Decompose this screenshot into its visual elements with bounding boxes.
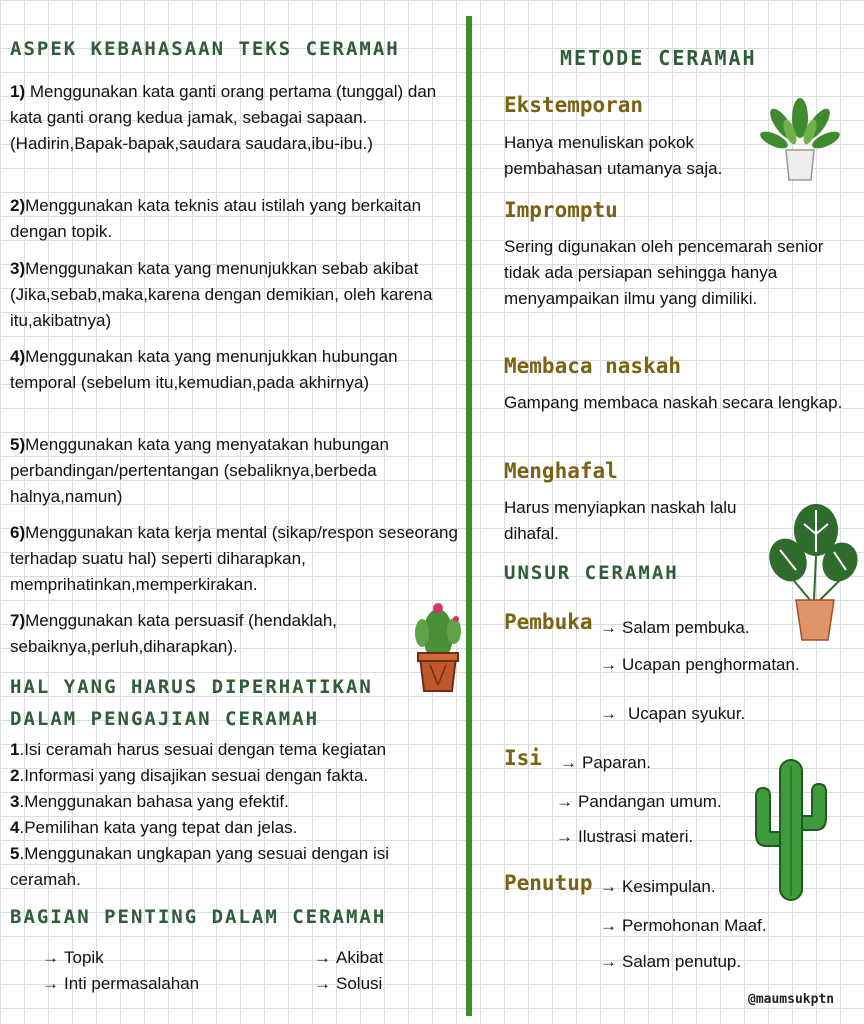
pembuka-item-1: → Salam pembuka.	[600, 618, 750, 637]
method-desc-menghafal: Harus menyiapkan naskah lalu dihafal.	[504, 498, 737, 543]
bagian-title: BAGIAN PENTING DALAM CERAMAH	[10, 906, 387, 928]
potted-plant-icon	[760, 92, 840, 184]
method-desc-membaca-naskah: Gampang membaca naskah secara lengkap.	[504, 393, 843, 412]
method-name-menghafal: Menghafal	[504, 459, 618, 483]
cactus-icon	[750, 756, 834, 904]
aspek-title: ASPEK KEBAHASAAN TEKS CERAMAH	[10, 38, 400, 60]
unsur-label-penutup: Penutup	[504, 871, 593, 895]
bagian-item-solusi: → Solusi	[314, 974, 383, 993]
aspek-item-7: 7)Menggunakan kata persuasif (hendaklah, sebaiknya,perluh,diharapkan).	[10, 611, 338, 656]
aspek-item-5: 5)Menggunakan kata yang menyatakan hubungan perbandingan/pertentangan (sebaliknya,berbeda halnya,namun)	[10, 435, 390, 506]
aspek-item-2: 2)Menggunakan kata teknis atau istilah yang berkaitan dengan topik.	[10, 196, 422, 241]
hal-item-5: 5.Menggunakan ungkapan yang sesuai dengan isi ceramah.	[10, 844, 390, 889]
aspek-item-4: 4)Menggunakan kata yang menunjukkan hubungan temporal (sebelum itu,kemudian,pada akhirnya)	[10, 347, 398, 392]
unsur-title: UNSUR CERAMAH	[504, 562, 679, 584]
aspek-item-3: 3)Menggunakan kata yang menunjukkan sebab akibat (Jika,sebab,maka,karena dengan demikian, oleh karena itu,akibatnya)	[10, 259, 433, 330]
unsur-label-isi: Isi	[504, 746, 542, 770]
method-name-ekstemporan: Ekstemporan	[504, 93, 644, 117]
column-divider	[466, 16, 472, 1016]
barrel-cactus-icon	[410, 595, 466, 695]
method-name-impromptu: Impromptu	[504, 198, 618, 222]
bagian-item-inti: → Inti permasalahan	[42, 974, 200, 993]
method-name-membaca-naskah: Membaca naskah	[504, 354, 682, 378]
hal-item-2: 2.Informasi yang disajikan sesuai dengan fakta.	[10, 766, 369, 785]
aspek-item-6: 6)Menggunakan kata kerja mental (sikap/respon seseorang terhadap suatu hal) seperti diharapkan, memprihatinkan,memperkirakan.	[10, 523, 458, 594]
hal-item-1: 1.Isi ceramah harus sesuai dengan tema kegiatan	[10, 740, 387, 759]
isi-item-1: → Paparan.	[560, 753, 651, 772]
pembuka-item-3: → Ucapan syukur.	[600, 704, 746, 723]
watermark: @maumsukptn	[748, 992, 835, 1007]
isi-item-3: → Ilustrasi materi.	[556, 827, 694, 846]
aspek-item-1: 1) Menggunakan kata ganti orang pertama (tunggal) dan kata ganti orang kedua jamak, sebagai sapaan.(Hadirin,Bapak-bapak,saudara saudara,ibu-ibu.)	[10, 82, 437, 153]
metode-title: METODE CERAMAH	[560, 46, 757, 70]
pembuka-item-2: → Ucapan penghormatan.	[600, 655, 800, 674]
method-desc-impromptu: Sering digunakan oleh pencemarah senior tidak ada persiapan sehingga hanya menyampaikan ilmu yang dimiliki.	[504, 237, 824, 308]
monstera-plant-icon	[768, 500, 858, 644]
hal-item-4: 4.Pemilihan kata yang tepat dan jelas.	[10, 818, 298, 837]
unsur-label-pembuka: Pembuka	[504, 610, 593, 634]
penutup-item-1: → Kesimpulan.	[600, 877, 716, 896]
bagian-item-akibat: → Akibat	[314, 948, 384, 967]
hal-title-line-2: DALAM PENGAJIAN CERAMAH	[10, 708, 320, 730]
isi-item-2: → Pandangan umum.	[556, 792, 722, 811]
hal-title-line-1: HAL YANG HARUS DIPERHATIKAN	[10, 676, 373, 698]
hal-item-3: 3.Menggunakan bahasa yang efektif.	[10, 792, 289, 811]
penutup-item-2: → Permohonan Maaf.	[600, 916, 767, 935]
bagian-item-topik: → Topik	[42, 948, 104, 967]
method-desc-ekstemporan: Hanya menuliskan pokok pembahasan utamanya saja.	[504, 133, 723, 178]
penutup-item-3: → Salam penutup.	[600, 952, 742, 971]
